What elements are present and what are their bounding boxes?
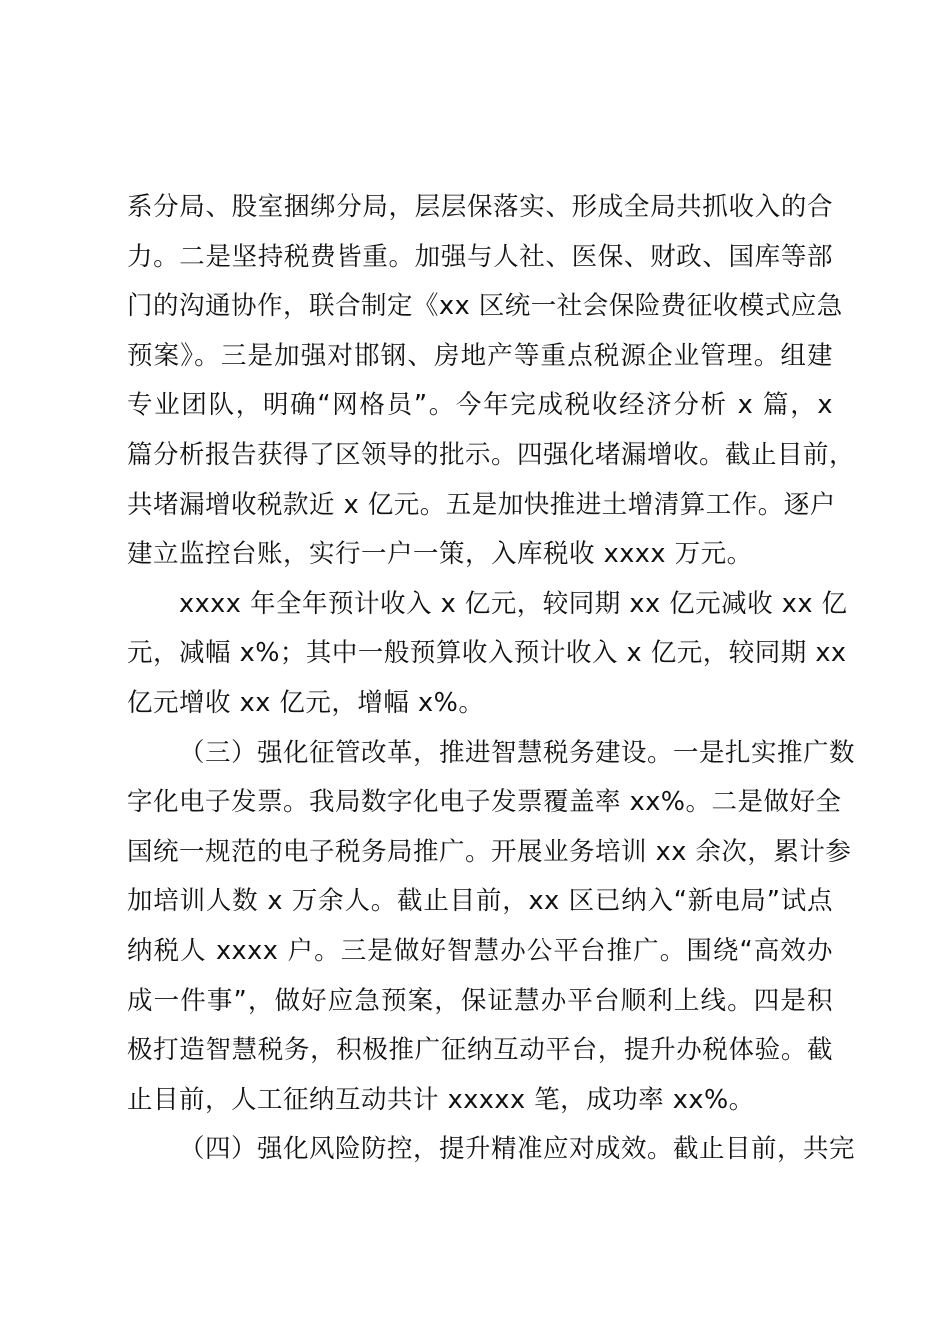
text-line: 加培训人数 x 万余人。截止目前，xx 区已纳入“新电局”试点 <box>127 886 833 917</box>
text-line: 篇分析报告获得了区领导的批示。四强化堵漏增收。截止目前， <box>127 439 856 470</box>
paragraph-4 <box>127 1125 856 1175</box>
text-line: 预案》。三是加强对邯钢、房地产等重点税源企业管理。组建 <box>127 340 833 371</box>
text-line: 止目前，人工征纳互动共计 xxxxx 笔，成功率 xx%。 <box>127 1084 755 1115</box>
document-body <box>127 183 856 1175</box>
text-line: 国统一规范的电子税务局推广。开展业务培训 xx 余次，累计参 <box>127 836 852 867</box>
text-line: 成一件事”，做好应急预案，保证慧办平台顺利上线。四是积 <box>127 985 833 1016</box>
text-line: （三）强化征管改革，推进智慧税务建设。一是扎实推广数 <box>179 737 856 768</box>
text-line: 亿元增收 xx 亿元，增幅 x%。 <box>127 687 485 718</box>
text-line: 系分局、股室捆绑分局，层层保落实、形成全局共抓收入的合 <box>127 192 833 222</box>
text-line: 元，减幅 x%；其中一般预算收入预计收入 x 亿元，较同期 xx <box>127 638 847 669</box>
paragraph-2 <box>127 580 848 729</box>
text-line: 极打造智慧税务，积极推广征纳互动平台，提升办税体验。截 <box>127 1035 833 1066</box>
text-line: 字化电子发票。我局数字化电子发票覆盖率 xx%。二是做好全 <box>127 787 842 818</box>
text-line: xxxx 年全年预计收入 x 亿元，较同期 xx 亿元减收 xx 亿 <box>179 588 848 619</box>
text-line: 纳税人 xxxx 户。三是做好智慧办公平台推广。围绕“高效办 <box>127 935 833 966</box>
text-line: 力。二是坚持税费皆重。加强与人社、医保、财政、国库等部 <box>127 241 833 272</box>
text-line: 门的沟通协作，联合制定《xx 区统一社会保险费征收模式应急 <box>127 291 843 322</box>
paragraph-1 <box>127 183 856 580</box>
text-line: 专业团队，明确“网格员”。今年完成税收经济分析 x 篇，x <box>127 390 833 421</box>
paragraph-3 <box>127 729 856 1126</box>
text-line: 共堵漏增收税款近 x 亿元。五是加快推进土增清算工作。逐户 <box>127 489 836 520</box>
text-line: （四）强化风险防控，提升精准应对成效。截止目前，共完 <box>179 1134 856 1165</box>
text-line: 建立监控台账，实行一户一策，入库税收 xxxx 万元。 <box>127 539 753 570</box>
